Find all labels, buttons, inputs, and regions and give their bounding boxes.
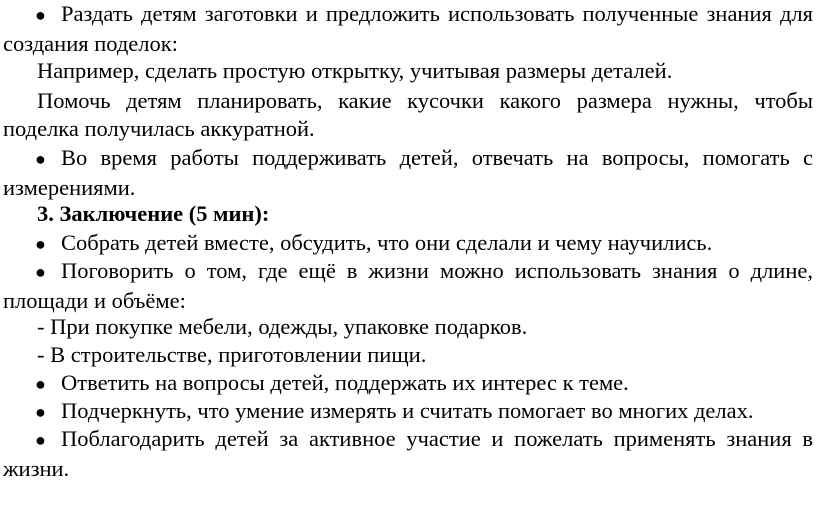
- bullet-icon: ●: [35, 374, 46, 394]
- list-item-text: Собрать детей вместе, обсудить, что они сделали и чему научились.: [61, 230, 713, 255]
- list-item: [3, 0, 813, 57]
- list-item-text: Подчеркнуть, что умение измерять и считать помогает во многих делах.: [61, 398, 754, 423]
- paragraph: - В строительстве, приготовлении пищи.: [37, 342, 427, 367]
- bullet-icon: ●: [35, 234, 46, 254]
- list-item: [3, 257, 813, 314]
- list-item-text: Поговорить о том, где ещё в жизни можно использовать знания о длине, площади и объёме:: [3, 258, 813, 313]
- bullet-icon: ●: [35, 262, 46, 282]
- list-item: [3, 397, 813, 427]
- paragraph: Например, сделать простую открытку, учитывая размеры деталей.: [37, 58, 673, 83]
- list-item: [3, 229, 813, 259]
- list-item-text: Поблагодарить детей за активное участие и пожелать применять знания в жизни.: [3, 426, 813, 481]
- list-item-text: Раздать детям заготовки и предложить использовать полученные знания для создания поделок:: [3, 1, 813, 56]
- list-item: [3, 369, 813, 399]
- bullet-icon: ●: [35, 430, 46, 450]
- bullet-icon: ●: [35, 149, 46, 169]
- list-item-text: Ответить на вопросы детей, поддержать их интерес к теме.: [61, 370, 629, 395]
- list-item: [3, 144, 813, 201]
- paragraph: - При покупке мебели, одежды, упаковке подарков.: [37, 314, 528, 339]
- list-item: [3, 425, 813, 482]
- list-item-text: Во время работы поддерживать детей, отвечать на вопросы, помогать с измерениями.: [3, 145, 813, 200]
- paragraph: Помочь детям планировать, какие кусочки какого размера нужны, чтобы поделка получилась аккуратной.: [3, 88, 813, 141]
- bullet-icon: ●: [35, 402, 46, 422]
- bullet-icon: ●: [35, 5, 46, 25]
- section-heading: 3. Заключение (5 мин):: [37, 201, 270, 226]
